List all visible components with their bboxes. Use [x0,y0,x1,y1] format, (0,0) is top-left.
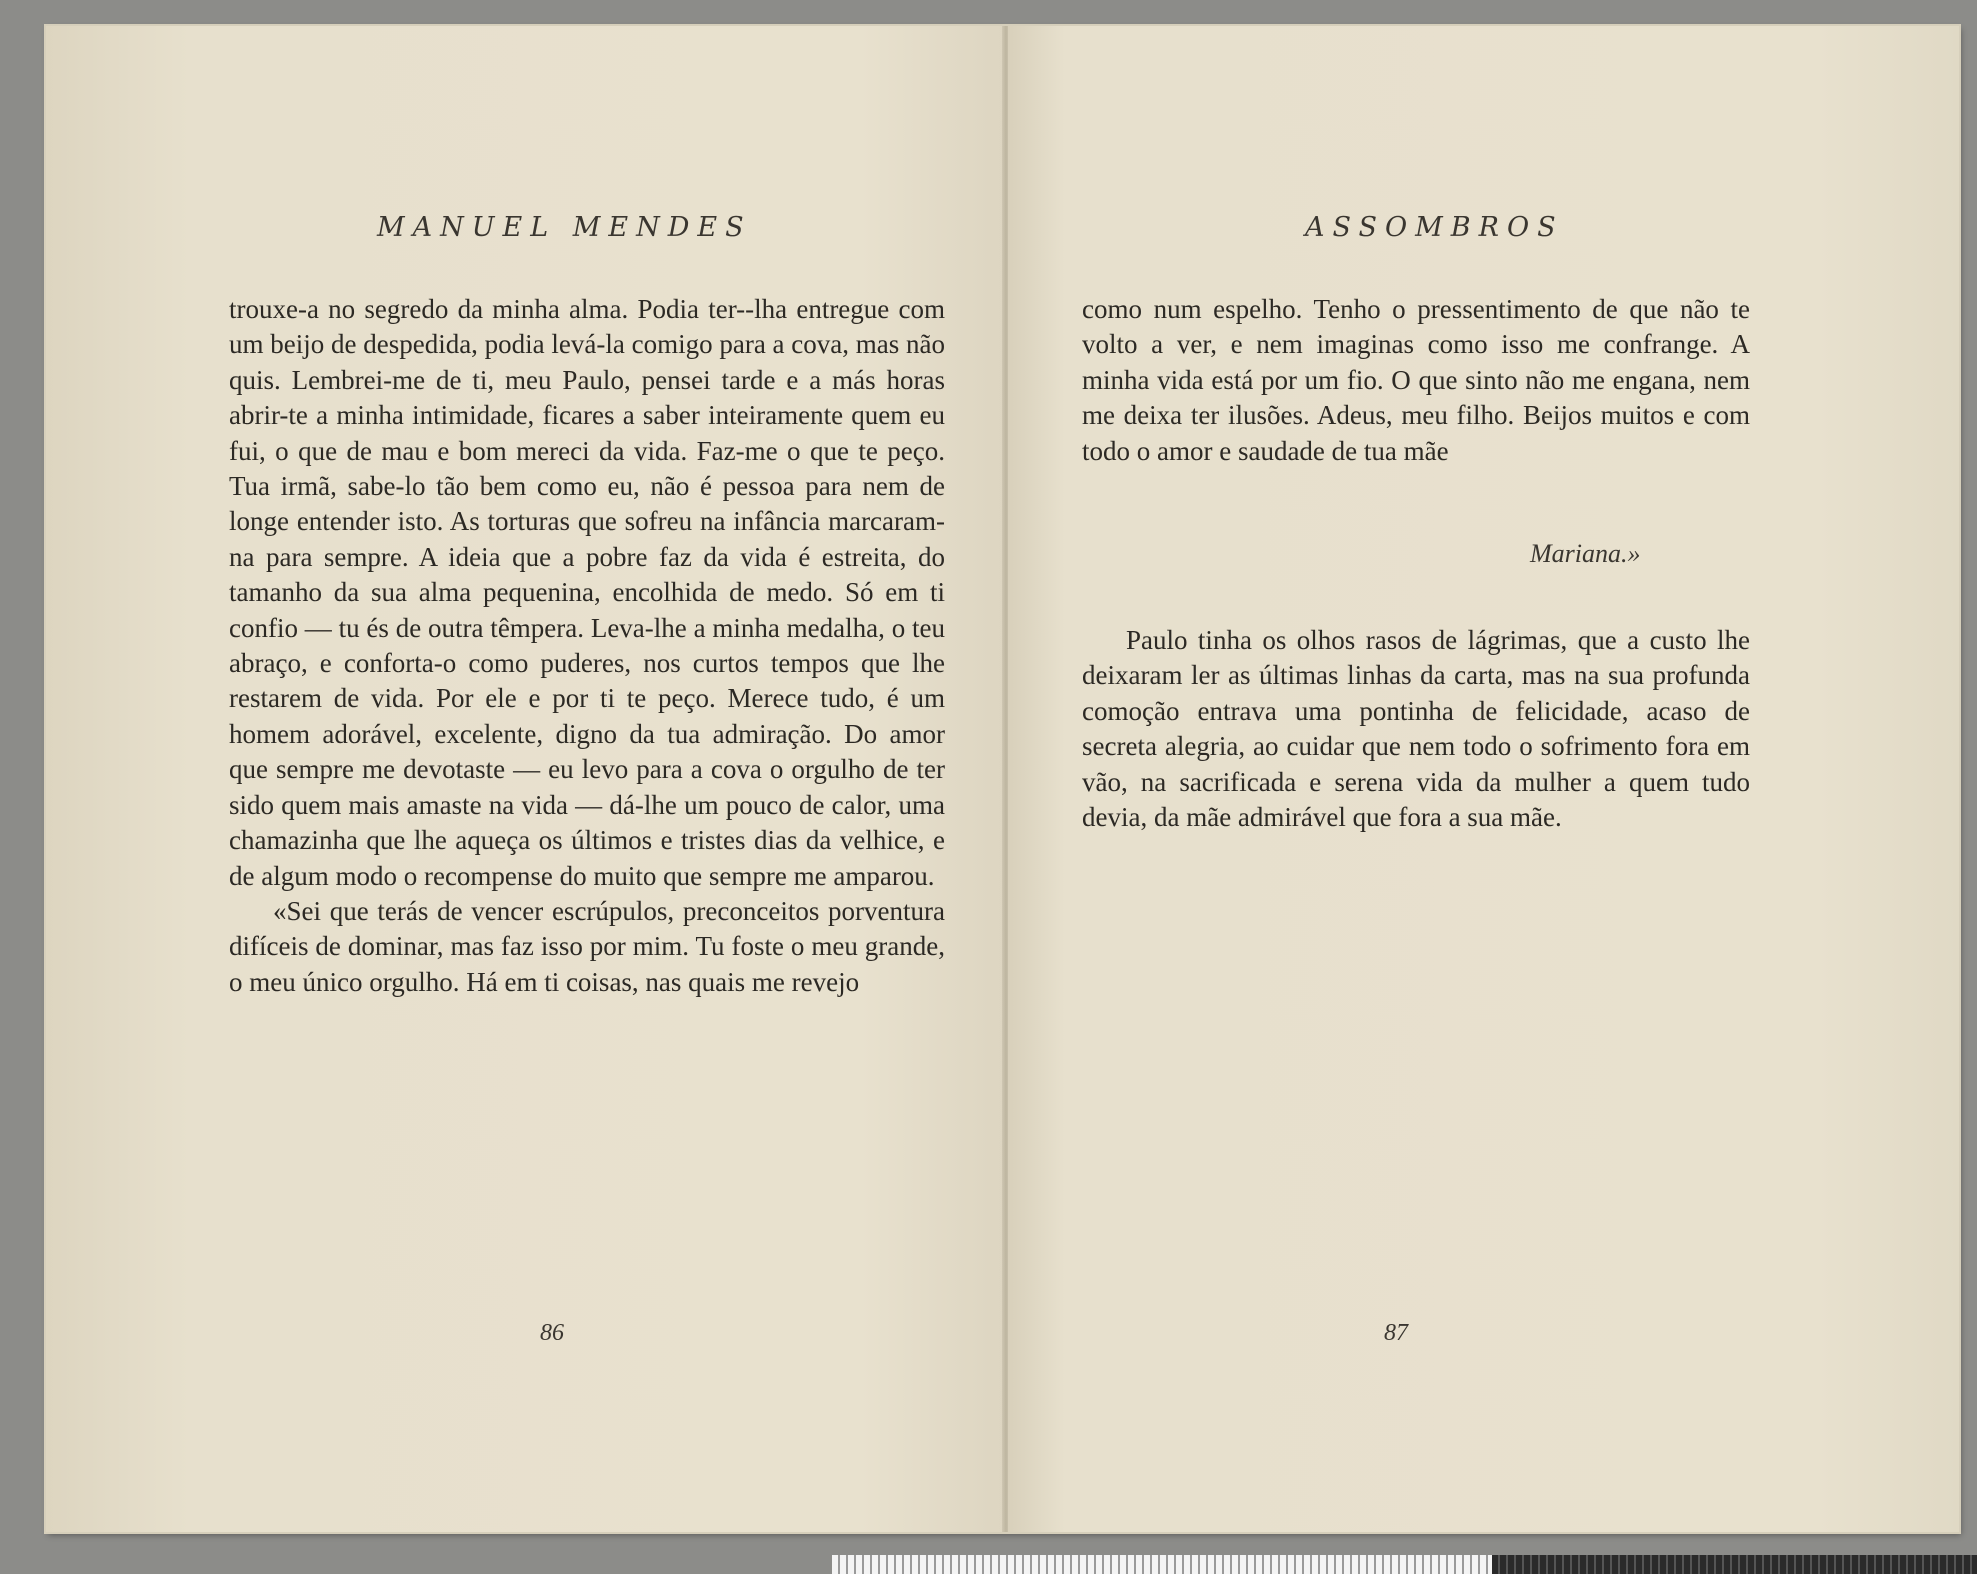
right-page-letter-end [1082,292,1750,469]
running-head-title: ASSOMBROS [1305,212,1564,243]
book-spread [46,26,1959,1532]
left-page-body [229,292,945,1000]
body-paragraph: Paulo tinha os olhos rasos de lágrimas, que a custo lhe deixaram ler as últimas linhas da carta, mas na sua profunda comoção entrava uma pontinha de felicidade, acaso de secreta alegria, ao cuidar que nem todo o sofrimento fora em vão, na sacrificada e serena vida da mulher a quem tudo devia, da mãe admirável que fora a sua mãe. [1082,625,1750,833]
page-number: 87 [1384,1320,1408,1346]
body-paragraph: «Sei que terás de vencer escrúpulos, preconceitos porventura difíceis de dominar, mas faz isso por mim. Tu foste o meu grande, o meu único orgulho. Há em ti coisas, nas quais me revejo [229,895,945,997]
left-page [46,26,1004,1532]
body-paragraph: trouxe-a no segredo da minha alma. Podia ter--lha entregue com um beijo de despedida, podia levá-la comigo para a cova, mas não quis. Lembrei-me de ti, meu Paulo, pensei tarde e a más horas abrir-te a minha intimidade, ficares a saber inteiramente quem eu fui, o que de mau e bom mereci da vida. Faz-me o que te peço. Tua irmã, sabe-lo tão bem como eu, não é pessoa para nem de longe entender isto. As torturas que sofreu na infância marcaram-na para sempre. A ideia que a pobre faz da vida é estreita, do tamanho da sua alma pequenina, encolhida de medo. Só em ti confio — tu és de outra têmpera. Leva-lhe a minha medalha, o teu abraço, e conforta-o como puderes, nos curtos tempos que lhe restarem de vida. Por ele e por ti te peço. Merece tudo, é um homem adorável, excelente, digno da tua admiração. Do amor que sempre me devotaste — eu levo para a cova o orgulho de ter sido quem mais amaste na vida — dá-lhe um pouco de calor, uma chamazinha que lhe aqueça os últimos e tristes dias da velhice, e de algum modo o recompense do muito que sempre me amparou. [229,294,945,891]
scale-dark-segment [1492,1555,1977,1574]
running-head-author: MANUEL MENDES [377,212,752,243]
page-number: 86 [540,1320,564,1346]
right-page-narrative [1082,623,1750,835]
right-page [1008,26,1959,1532]
letter-signature: Mariana.» [1530,539,1641,568]
color-calibration-scale [832,1555,1977,1574]
body-paragraph: como num espelho. Tenho o pressentimento de que não te volto a ver, e nem imaginas como isso me confrange. A minha vida está por um fio. O que sinto não me engana, nem me deixa ter ilusões. Adeus, meu filho. Beijos muitos e com todo o amor e saudade de tua mãe [1082,294,1750,466]
